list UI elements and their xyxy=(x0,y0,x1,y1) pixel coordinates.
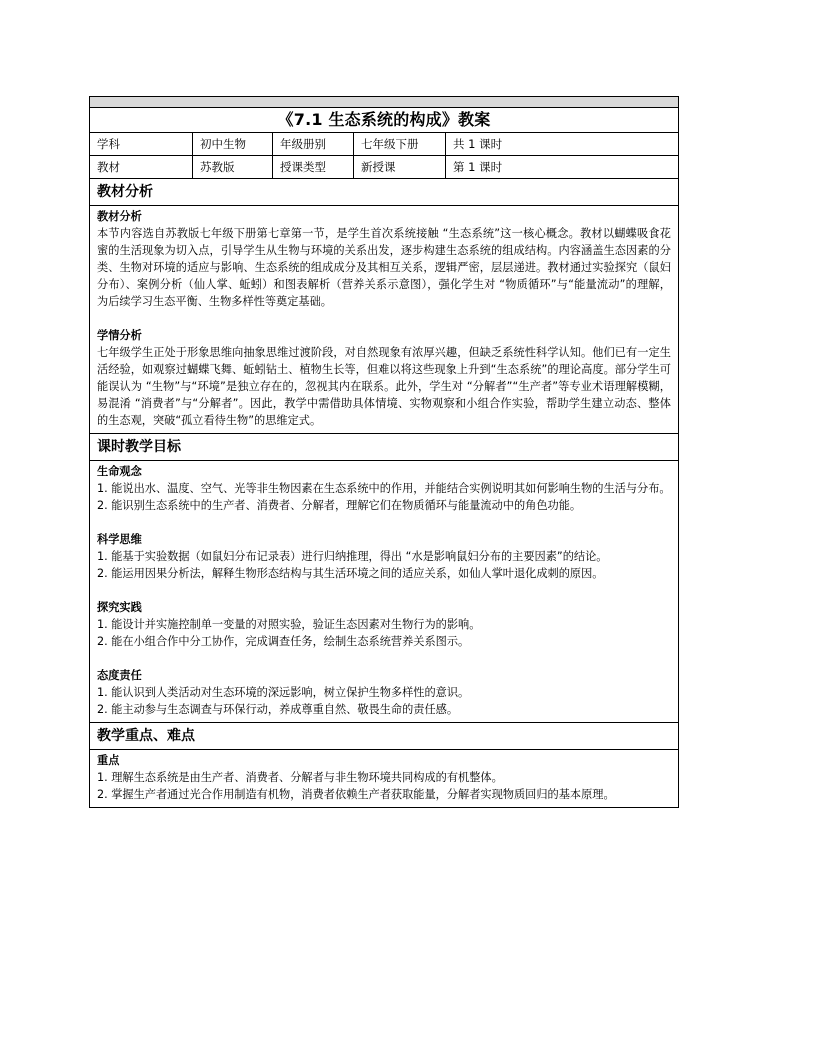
goal-item: 1. 能基于实验数据（如鼠妇分布记录表）进行归纳推理，得出 “水是影响鼠妇分布的主要因素”的结论。 xyxy=(97,550,608,563)
section-body-key-points xyxy=(90,750,678,807)
info-cell-textbook-value: 苏教版 xyxy=(193,156,273,178)
subheading-student: 学情分析 xyxy=(97,329,142,342)
info-cell-type-label: 授课类型 xyxy=(273,156,354,178)
info-row-1 xyxy=(90,133,678,156)
info-cell-textbook-label: 教材 xyxy=(90,156,193,178)
section-heading-goals: 课时教学目标 xyxy=(90,434,678,461)
info-cell-grade-value: 七年级下册 xyxy=(354,133,446,155)
header-band xyxy=(90,97,678,108)
section-body-goals xyxy=(90,461,678,723)
goal-item: 1. 能说出水、温度、空气、光等非生物因素在生态系统中的作用，并能结合实例说明其如何影响生物的生活与分布。 xyxy=(97,482,671,495)
info-cell-type-value: 新授课 xyxy=(354,156,446,178)
subheading-material: 教材分析 xyxy=(97,210,142,223)
goal-group-title: 科学思维 xyxy=(97,533,142,546)
paragraph-student: 七年级学生正处于形象思维向抽象思维过渡阶段，对自然现象有浓厚兴趣，但缺乏系统性科学认知。他们已有一定生活经验，如观察过蝴蝶飞舞、蚯蚓钻土、植物生长等，但难以将这些现象上升到“生态系统”的理论高度。部分学生可能误认为 “生物”与“环境”是独立存在的，忽视其内在联系。此外，学生对 “分解者”“生产者”等专业术语理解模糊，易混淆 “消费者”与“分解者”。因此，教学中需借助具体情境、实物观察和小组合作实验，帮助学生建立动态、整体的生态观，突破“孤立看待生物”的思维定式。 xyxy=(97,346,671,427)
info-cell-period-number: 第 1 课时 xyxy=(453,160,503,174)
goal-item: 1. 能认识到人类活动对生态环境的深远影响，树立保护生物多样性的意识。 xyxy=(97,686,470,699)
paragraph-material: 本节内容选自苏教版七年级下册第七章第一节，是学生首次系统接触 “生态系统”这一核心概念。教材以蝴蝶吸食花蜜的生活现象为切入点，引导学生从生物与环境的关系出发，逐步构建生态系统的组成结构。内容涵盖生态因素的分类、生物对环境的适应与影响、生态系统的组成成分及其相互关系，逻辑严密，层层递进。教材通过实验探究（鼠妇分布）、案例分析（仙人掌、蚯蚓）和图表解析（营养关系示意图），强化学生对 “物质循环”与“能量流动”的理解，为后续学习生态平衡、生物多样性等奠定基础。 xyxy=(97,227,671,308)
goal-item: 1. 能设计并实施控制单一变量的对照实验，验证生态因素对生物行为的影响。 xyxy=(97,618,481,631)
focus-item: 2. 掌握生产者通过光合作用制造有机物，消费者依赖生产者获取能量，分解者实现物质回归的基本原理。 xyxy=(97,788,615,801)
section-body-analysis xyxy=(90,206,678,434)
goal-group-title: 探究实践 xyxy=(97,601,142,614)
section-heading-key-points: 教学重点、难点 xyxy=(90,723,678,750)
goal-item: 2. 能运用因果分析法，解释生物形态结构与其生活环境之间的适应关系，如仙人掌叶退化成刺的原因。 xyxy=(97,567,604,580)
goal-item: 2. 能在小组合作中分工协作，完成调查任务，绘制生态系统营养关系图示。 xyxy=(97,635,470,648)
info-row-2 xyxy=(90,156,678,179)
focus-item: 1. 理解生态系统是由生产者、消费者、分解者与非生物环境共同构成的有机整体。 xyxy=(97,771,503,784)
lesson-plan-table xyxy=(89,96,679,808)
section-heading-analysis: 教材分析 xyxy=(90,179,678,206)
subheading-focus: 重点 xyxy=(97,754,120,767)
info-cell-grade-label: 年级册别 xyxy=(273,133,354,155)
info-cell-subject-value: 初中生物 xyxy=(193,133,273,155)
info-cell-total-periods: 共 1 课时 xyxy=(453,137,503,151)
goal-item: 2. 能识别生态系统中的生产者、消费者、分解者，理解它们在物质循环与能量流动中的角色功能。 xyxy=(97,499,582,512)
goal-group-title: 态度责任 xyxy=(97,669,142,682)
goal-item: 2. 能主动参与生态调查与环保行动，养成尊重自然、敬畏生命的责任感。 xyxy=(97,703,459,716)
document-title: 《7.1 生态系统的构成》教案 xyxy=(90,108,678,133)
goal-group-title: 生命观念 xyxy=(97,465,142,478)
info-cell-subject-label: 学科 xyxy=(90,133,193,155)
